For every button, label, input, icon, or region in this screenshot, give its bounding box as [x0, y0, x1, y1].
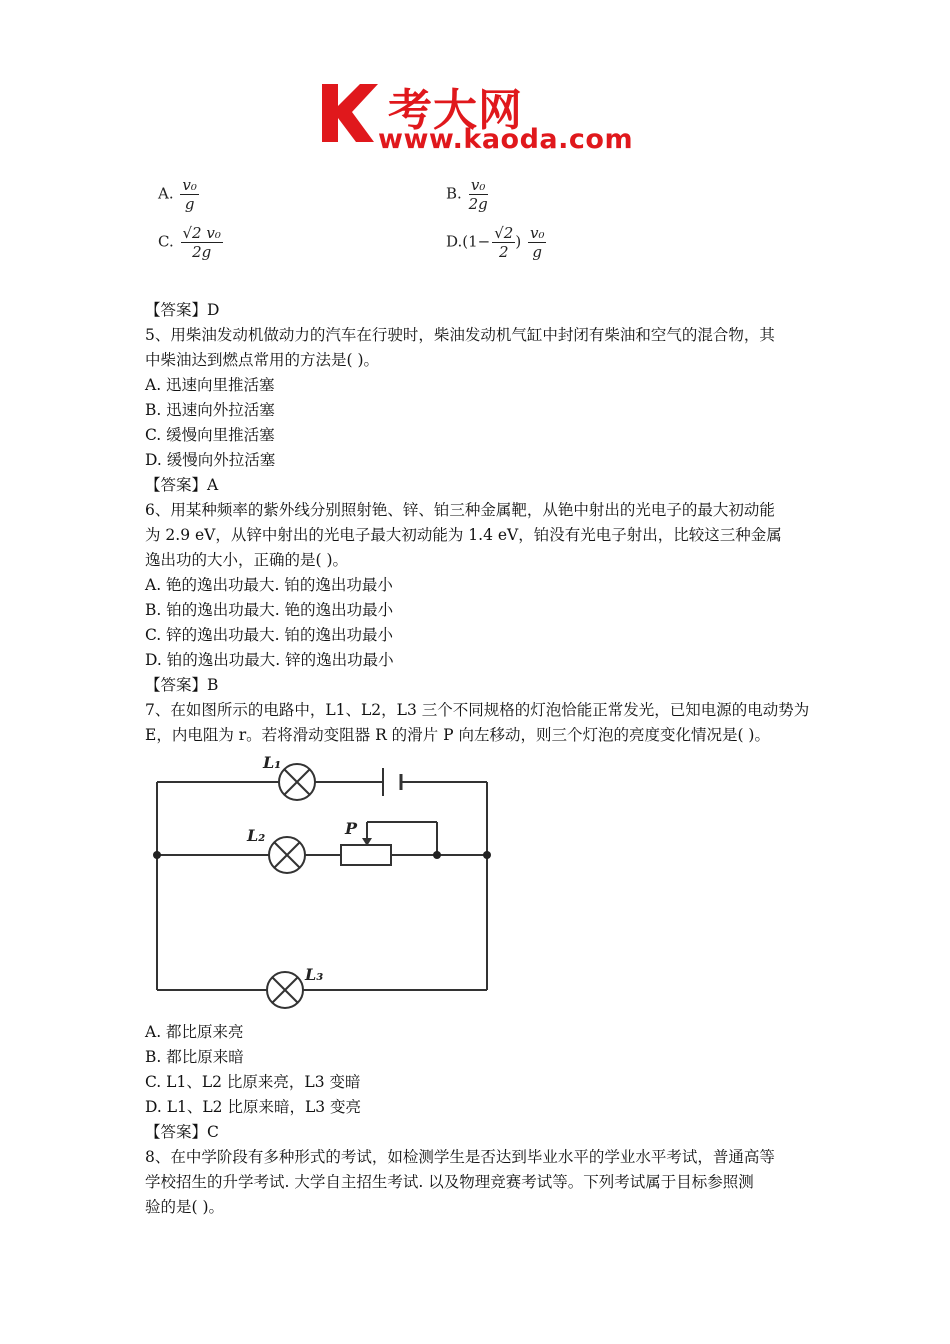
- lamp-l1-icon: [279, 764, 315, 800]
- question-6-option-b: B. 铂的逸出功最大. 铯的逸出功最小: [145, 601, 394, 619]
- junction-dot-left: [153, 851, 161, 859]
- question-5-line-1: 5、用柴油发动机做动力的汽车在行驶时，柴油发动机气缸中封闭有柴油和空气的混合物，其: [145, 326, 775, 344]
- question-6-option-d: D. 铂的逸出功最大. 锌的逸出功最小: [145, 651, 394, 669]
- kaoda-logo: [318, 80, 638, 160]
- question-5-option-b: B. 迅速向外拉活塞: [145, 401, 275, 419]
- question-5-option-d: D. 缓慢向外拉活塞: [145, 451, 276, 469]
- question-8-line-2: 学校招生的升学考试. 大学自主招生考试. 以及物理竞赛考试等。下列考试属于目标参照测: [145, 1173, 754, 1191]
- circuit-diagram: [149, 754, 499, 1014]
- question-5-option-c: C. 缓慢向里推活塞: [145, 426, 275, 444]
- label-l1: L₁: [263, 754, 282, 772]
- answer-6: 【答案】B: [145, 676, 219, 694]
- label-l2: L₂: [247, 826, 266, 845]
- question-6-line-2: 为 2.9 eV，从锌中射出的光电子最大初动能为 1.4 eV，铂没有光电子射出，比较这三种金属: [145, 526, 782, 544]
- q4-option-b: B. $\frac{\text{v₀}}{2g}$: [446, 176, 488, 213]
- junction-dot-right: [483, 851, 491, 859]
- logo-chinese-text: 考大网: [388, 85, 523, 136]
- q4-option-a: A. $\frac{\text{v₀}}{g}$: [158, 176, 197, 213]
- question-5-line-2: 中柴油达到燃点常用的方法是( )。: [145, 351, 380, 369]
- question-7-line-1: 7、在如图所示的电路中，L1、L2，L3 三个不同规格的灯泡恰能正常发光，已知电源的电动势为: [145, 701, 810, 719]
- lamp-l2-icon: [269, 837, 305, 873]
- k-logo-icon: [318, 80, 384, 146]
- question-6-line-1: 6、用某种频率的紫外线分别照射铯、锌、铂三种金属靶，从铯中射出的光电子的最大初动能: [145, 501, 775, 519]
- lamp-l3-icon: [267, 972, 303, 1008]
- document-body: [145, 298, 815, 1220]
- rheostat-icon: [341, 845, 391, 865]
- question-7-option-b: B. 都比原来暗: [145, 1048, 244, 1066]
- q4-option-c: C. $\frac{\text{√2 v₀}}{2g}$: [158, 224, 221, 261]
- answer-7: 【答案】C: [145, 1123, 219, 1141]
- question-6-option-c: C. 锌的逸出功最大. 铂的逸出功最小: [145, 626, 394, 644]
- question-7-option-c: C. L1、L2 比原来亮，L3 变暗: [145, 1073, 361, 1091]
- answer-4: 【答案】D: [145, 301, 220, 319]
- question-7-option-a: A. 都比原来亮: [145, 1023, 244, 1041]
- label-p: P: [345, 819, 358, 838]
- logo-url-text: www.kaoda.com: [378, 124, 634, 155]
- question-6-option-a: A. 铯的逸出功最大. 铂的逸出功最小: [145, 576, 393, 594]
- q4-option-d: D.(1− $\frac{√2}{2}$ ) $\frac{\text{v₀}}{g}$: [446, 224, 545, 261]
- question-6-line-3: 逸出功的大小，正确的是( )。: [145, 551, 349, 569]
- question-5-option-a: A. 迅速向里推活塞: [145, 376, 275, 394]
- battery-icon: [383, 768, 401, 796]
- question-8-line-3: 验的是( )。: [145, 1198, 225, 1216]
- question-8-line-1: 8、在中学阶段有多种形式的考试，如检测学生是否达到毕业水平的学业水平考试，普通高等: [145, 1148, 775, 1166]
- question-7-line-2: E，内电阻为 r。若将滑动变阻器 R 的滑片 P 向左移动，则三个灯泡的亮度变化情况是( )。: [145, 726, 770, 744]
- answer-5: 【答案】A: [145, 476, 219, 494]
- label-l3: L₃: [305, 965, 324, 984]
- question-7-option-d: D. L1、L2 比原来暗，L3 变亮: [145, 1098, 362, 1116]
- junction-dot-middle: [433, 851, 441, 859]
